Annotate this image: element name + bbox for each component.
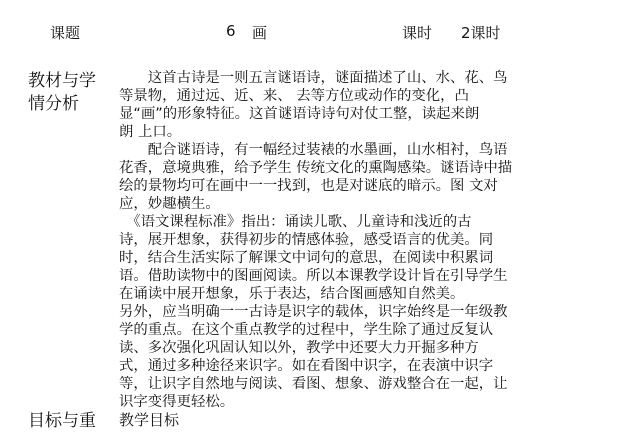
body-line: 式，通过多种途径来识字。如在看图中识字，在表演中识字 — [119, 358, 494, 374]
body-line: 配合谜语诗，有一幅经过装裱的水墨画，山水相衬，鸟语 — [119, 142, 508, 158]
body-line: 识字变得更轻松。 — [119, 394, 235, 410]
body-line: 另外，应当明确一一古诗是识字的载体，识字始终是一年级教 — [119, 304, 508, 320]
body-line: 应，妙趣横生。 — [119, 196, 220, 212]
body-line: 等，让识字自然地与阅读、看图、想象、游戏整合在一起，让 — [119, 376, 508, 392]
lesson-title: 画 — [252, 24, 268, 42]
body-line: 语。借助读物中的图画阅读。所以本课教学设计旨在引导学生 — [119, 268, 508, 284]
analysis-label-line1: 教材与学 — [28, 71, 96, 91]
body-line: 等景物，通过远、近、来、 去等方位或动作的变化，凸 — [119, 88, 469, 104]
body-line: 花香，意境典雅，给予学生 传统文化的熏陶感染。谜语诗中描 — [119, 160, 513, 176]
body-line: 在诵读中展开想象，乐于表达，结合图画感知自然美。 — [119, 286, 465, 302]
body-line: 绘的景物均可在画中一一找到，也是对谜底的暗示。图 文对 — [119, 178, 498, 194]
body-line: 学的重点。在这个重点教学的过程中，学生除了通过反复认 — [119, 322, 494, 338]
goals-label: 目标与重 — [28, 411, 96, 431]
title-label: 课题 — [50, 24, 81, 42]
goals-first-line: 教学目标 — [119, 411, 180, 429]
body-line: 这首古诗是一则五言谜语诗，谜面描述了山、水、花、鸟 — [119, 70, 508, 86]
lesson-number: 6 — [226, 22, 236, 40]
body-line: 读、多次强化巩固认知以外，教学中还要大力开掘多种方 — [119, 340, 479, 356]
analysis-label-line2: 情分析 — [28, 94, 79, 114]
body-line: 时，结合生活实际了解课文中词句的意思，在阅读中积累词 — [119, 250, 494, 266]
hours-value: 2课时 — [461, 24, 501, 42]
body-line: 《语文课程标准》指出：诵读儿歌、儿童诗和浅近的古 — [119, 214, 472, 230]
body-line: 显“画”的形象特征。这首谜语诗诗句对仗工整，读起来朗 — [119, 106, 480, 122]
hours-label: 课时 — [402, 24, 433, 42]
analysis-body — [119, 69, 624, 409]
body-line: 诗，展开想象，获得初步的情感体验，感受语言的优美。同 — [119, 232, 494, 248]
body-line: 朗 上口。 — [119, 124, 182, 140]
